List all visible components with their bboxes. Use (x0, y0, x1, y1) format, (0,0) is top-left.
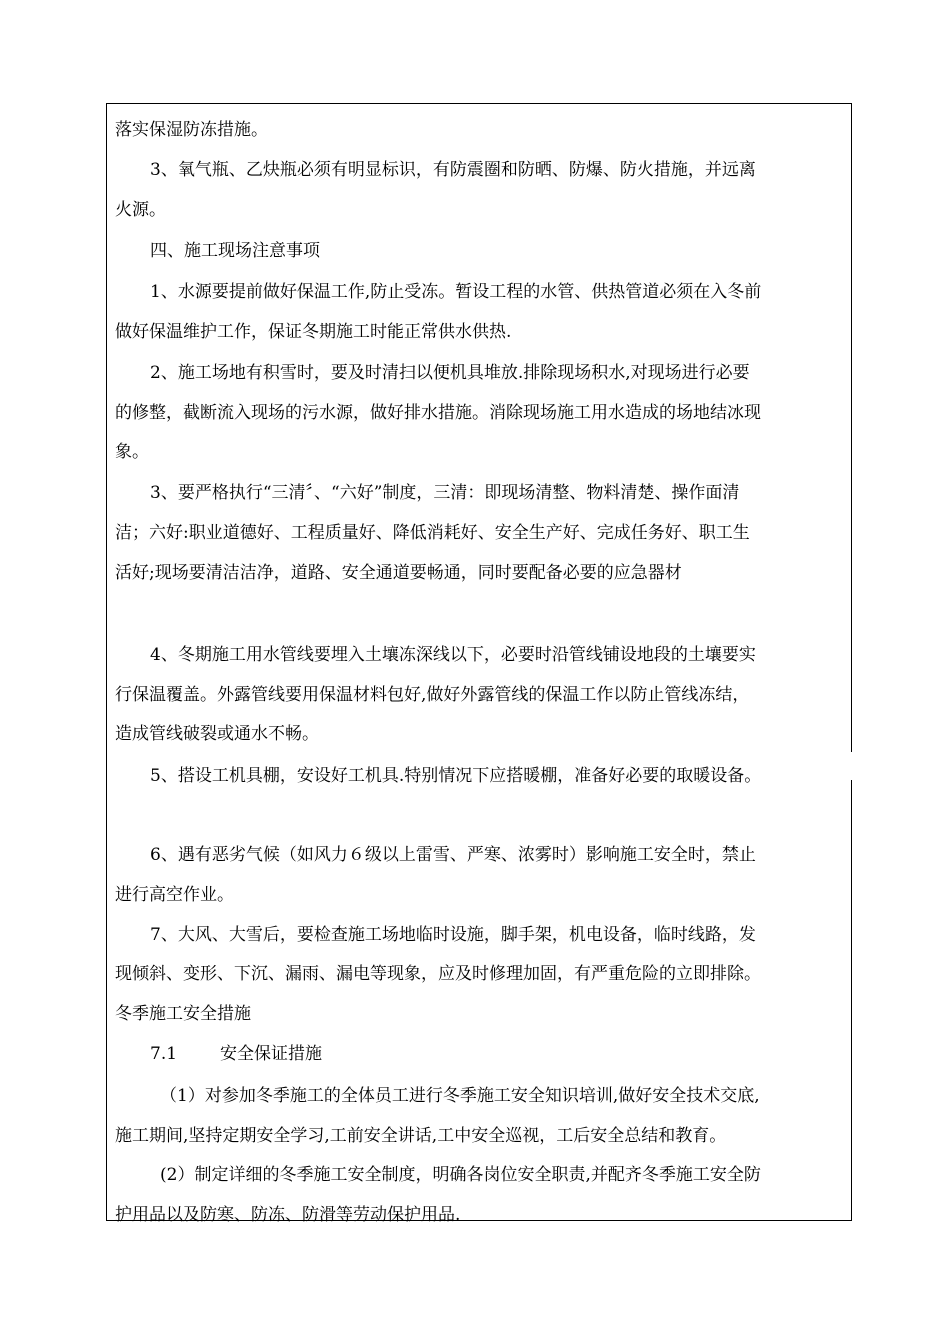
text-line: 现倾斜、变形、下沉、漏雨、漏电等现象，应及时修理加固，有严重危险的立即排除。 (115, 964, 761, 984)
text-line: 落实保湿防冻措施。 (115, 120, 268, 140)
section-heading: 冬季施工安全措施 (115, 1004, 251, 1024)
section-heading: 四、施工现场注意事项 (150, 241, 320, 261)
text-line: 5、搭设工机具棚，安设好工机具.特别情况下应搭暖棚，准备好必要的取暖设备。 (150, 766, 762, 786)
text-line: 7、大风、大雪后，要检查施工场地临时设施，脚手架，机电设备，临时线路，发 (150, 925, 756, 945)
text-line: 3、要严格执行“三清〞、“六好”制度，三清：即现场清整、物料清楚、操作面清 (150, 483, 740, 503)
text-line: 1、水源要提前做好保温工作,防止受冻。暂设工程的水管、供热管道必须在入冬前 (150, 282, 762, 302)
subsection-number: 7.1 (150, 1044, 178, 1064)
text-line: 洁；六好:职业道德好、工程质量好、降低消耗好、安全生产好、完成任务好、职工生 (115, 523, 750, 543)
text-line: （1）对参加冬季施工的全体员工进行冬季施工安全知识培训,做好安全技术交底, (160, 1086, 760, 1106)
text-line: 6、遇有恶劣气候（如风力６级以上雷雪、严寒、浓雾时）影响施工安全时，禁止 (150, 845, 756, 865)
frame-edge-gap (851, 752, 854, 780)
text-line: 造成管线破裂或通水不畅。 (115, 724, 319, 744)
text-line: 火源。 (115, 200, 166, 220)
text-line: 活好;现场要清洁洁净，道路、安全通道要畅通，同时要配备必要的应急器材 (115, 563, 682, 583)
text-line: 3、氧气瓶、乙炔瓶必须有明显标识，有防震圈和防晒、防爆、防火措施，并远离 (150, 160, 756, 180)
text-line: 做好保温维护工作，保证冬期施工时能正常供水供热. (115, 322, 512, 342)
text-line: 护用品以及防寒、防冻、防滑等劳动保护用品. (115, 1205, 461, 1225)
text-line: 施工期间,坚持定期安全学习,工前安全讲话,工中安全巡视，工后安全总结和教育。 (115, 1126, 727, 1146)
text-line: 2、施工场地有积雪时，要及时清扫以便机具堆放.排除现场积水,对现场进行必要 (150, 363, 750, 383)
text-line: 行保温覆盖。外露管线要用保温材料包好,做好外露管线的保温工作以防止管线冻结， (115, 685, 750, 705)
text-line: 进行高空作业。 (115, 885, 234, 905)
text-line: (2）制定详细的冬季施工安全制度，明确各岗位安全职责,并配齐冬季施工安全防 (160, 1165, 761, 1185)
text-line: 的修整，截断流入现场的污水源，做好排水措施。消除现场施工用水造成的场地结冰现 (115, 403, 761, 423)
text-line: 4、冬期施工用水管线要埋入土壤冻深线以下，必要时沿管线铺设地段的土壤要实 (150, 645, 756, 665)
subsection-title: 安全保证措施 (220, 1044, 322, 1064)
text-line: 象。 (115, 442, 149, 462)
